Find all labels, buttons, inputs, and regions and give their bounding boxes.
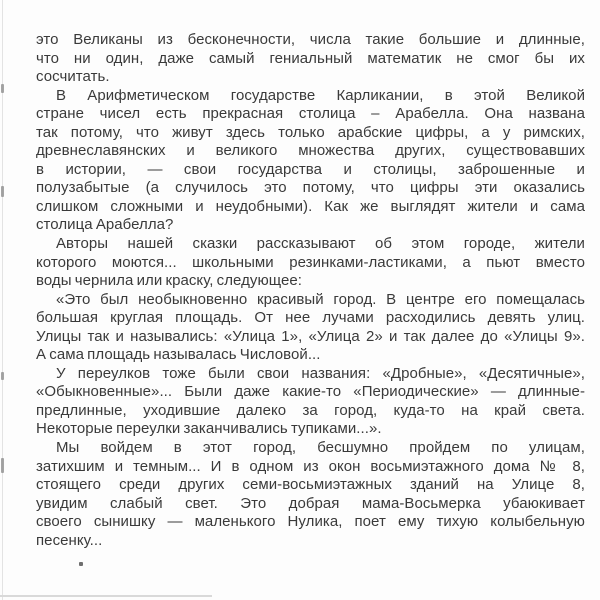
text-line: древнеславянских и великого множества других, существовавших bbox=[36, 142, 585, 160]
text-line: «Обыкновенные»... Были даже какие-то «Периодические» — длинные- bbox=[36, 383, 585, 401]
scan-artifact-speck bbox=[1, 372, 4, 380]
text-line: большая круглая площадь. От нее лучами расходились девять улиц. bbox=[36, 309, 585, 327]
text-block bbox=[36, 31, 585, 550]
text-line: стоящего среди других семи-восьмиэтажных зданий на Улице 8, bbox=[36, 476, 585, 494]
text-line: полузабытые (а случилось это потому, что цифры эти оказались bbox=[36, 179, 585, 197]
text-line: затихшим и темным... И в одном из окон восьмиэтажного дома № 8, bbox=[36, 457, 585, 475]
scan-artifact-speck bbox=[1, 458, 4, 473]
text-line: так потому, что живут здесь только арабские цифры, а у римских, bbox=[36, 123, 585, 141]
text-line: в истории, — свои государства и столицы, заброшенные и bbox=[36, 160, 585, 178]
text-line: предлинные, уходившие далеко за город, куда-то на край света. bbox=[36, 401, 585, 419]
text-line: стране чисел есть прекрасная столица – Арабелла. Она названа bbox=[36, 105, 585, 123]
text-line: слишком сложными и неудобными). Как же выглядят жители и сама bbox=[36, 197, 585, 215]
scan-artifact-speck bbox=[1, 186, 4, 197]
text-line: У переулков тоже были свои названия: «Дробные», «Десятичные», bbox=[56, 364, 585, 382]
text-line: А сама площадь называлась Числовой... bbox=[36, 346, 321, 364]
text-line: сосчитать. bbox=[36, 68, 110, 86]
text-line: В Арифметическом государстве Карликании, в этой Великой bbox=[56, 86, 585, 104]
text-line: Некоторые переулки заканчивались тупиками...». bbox=[36, 420, 382, 438]
text-line: песенку... bbox=[36, 531, 103, 549]
text-line: что ни один, даже самый гениальный математик не смог бы их bbox=[36, 49, 585, 67]
text-line: своего сынишку — маленького Нулика, поет ему тихую колыбельную bbox=[36, 513, 585, 531]
text-line: «Это был необыкновенно красивый город. В центре его помещалась bbox=[56, 290, 585, 308]
text-line: которого моются... школьными резинками-ластиками, а пьют вместо bbox=[36, 253, 585, 271]
text-line: Улицы так и назывались: «Улица 1», «Улица 2» и так далее до «Улицы 9». bbox=[36, 327, 585, 345]
text-line: Авторы нашей сказки рассказывают об этом городе, жители bbox=[56, 235, 585, 253]
text-line: это Великаны из бесконечности, числа такие большие и длинные, bbox=[36, 31, 585, 48]
scan-artifact-bottom-line bbox=[0, 595, 212, 597]
text-line: столица Арабелла? bbox=[36, 216, 174, 234]
text-line: Мы войдем в этот город, бесшумно пройдем по улицам, bbox=[56, 439, 585, 457]
text-line: увидим слабый свет. Это добрая мама-Восьмерка убаюкивает bbox=[36, 494, 585, 512]
text-line: воды чернила или краску, следующее: bbox=[36, 272, 302, 290]
scan-artifact-dot bbox=[79, 562, 83, 566]
scan-artifact-speck bbox=[1, 84, 4, 93]
